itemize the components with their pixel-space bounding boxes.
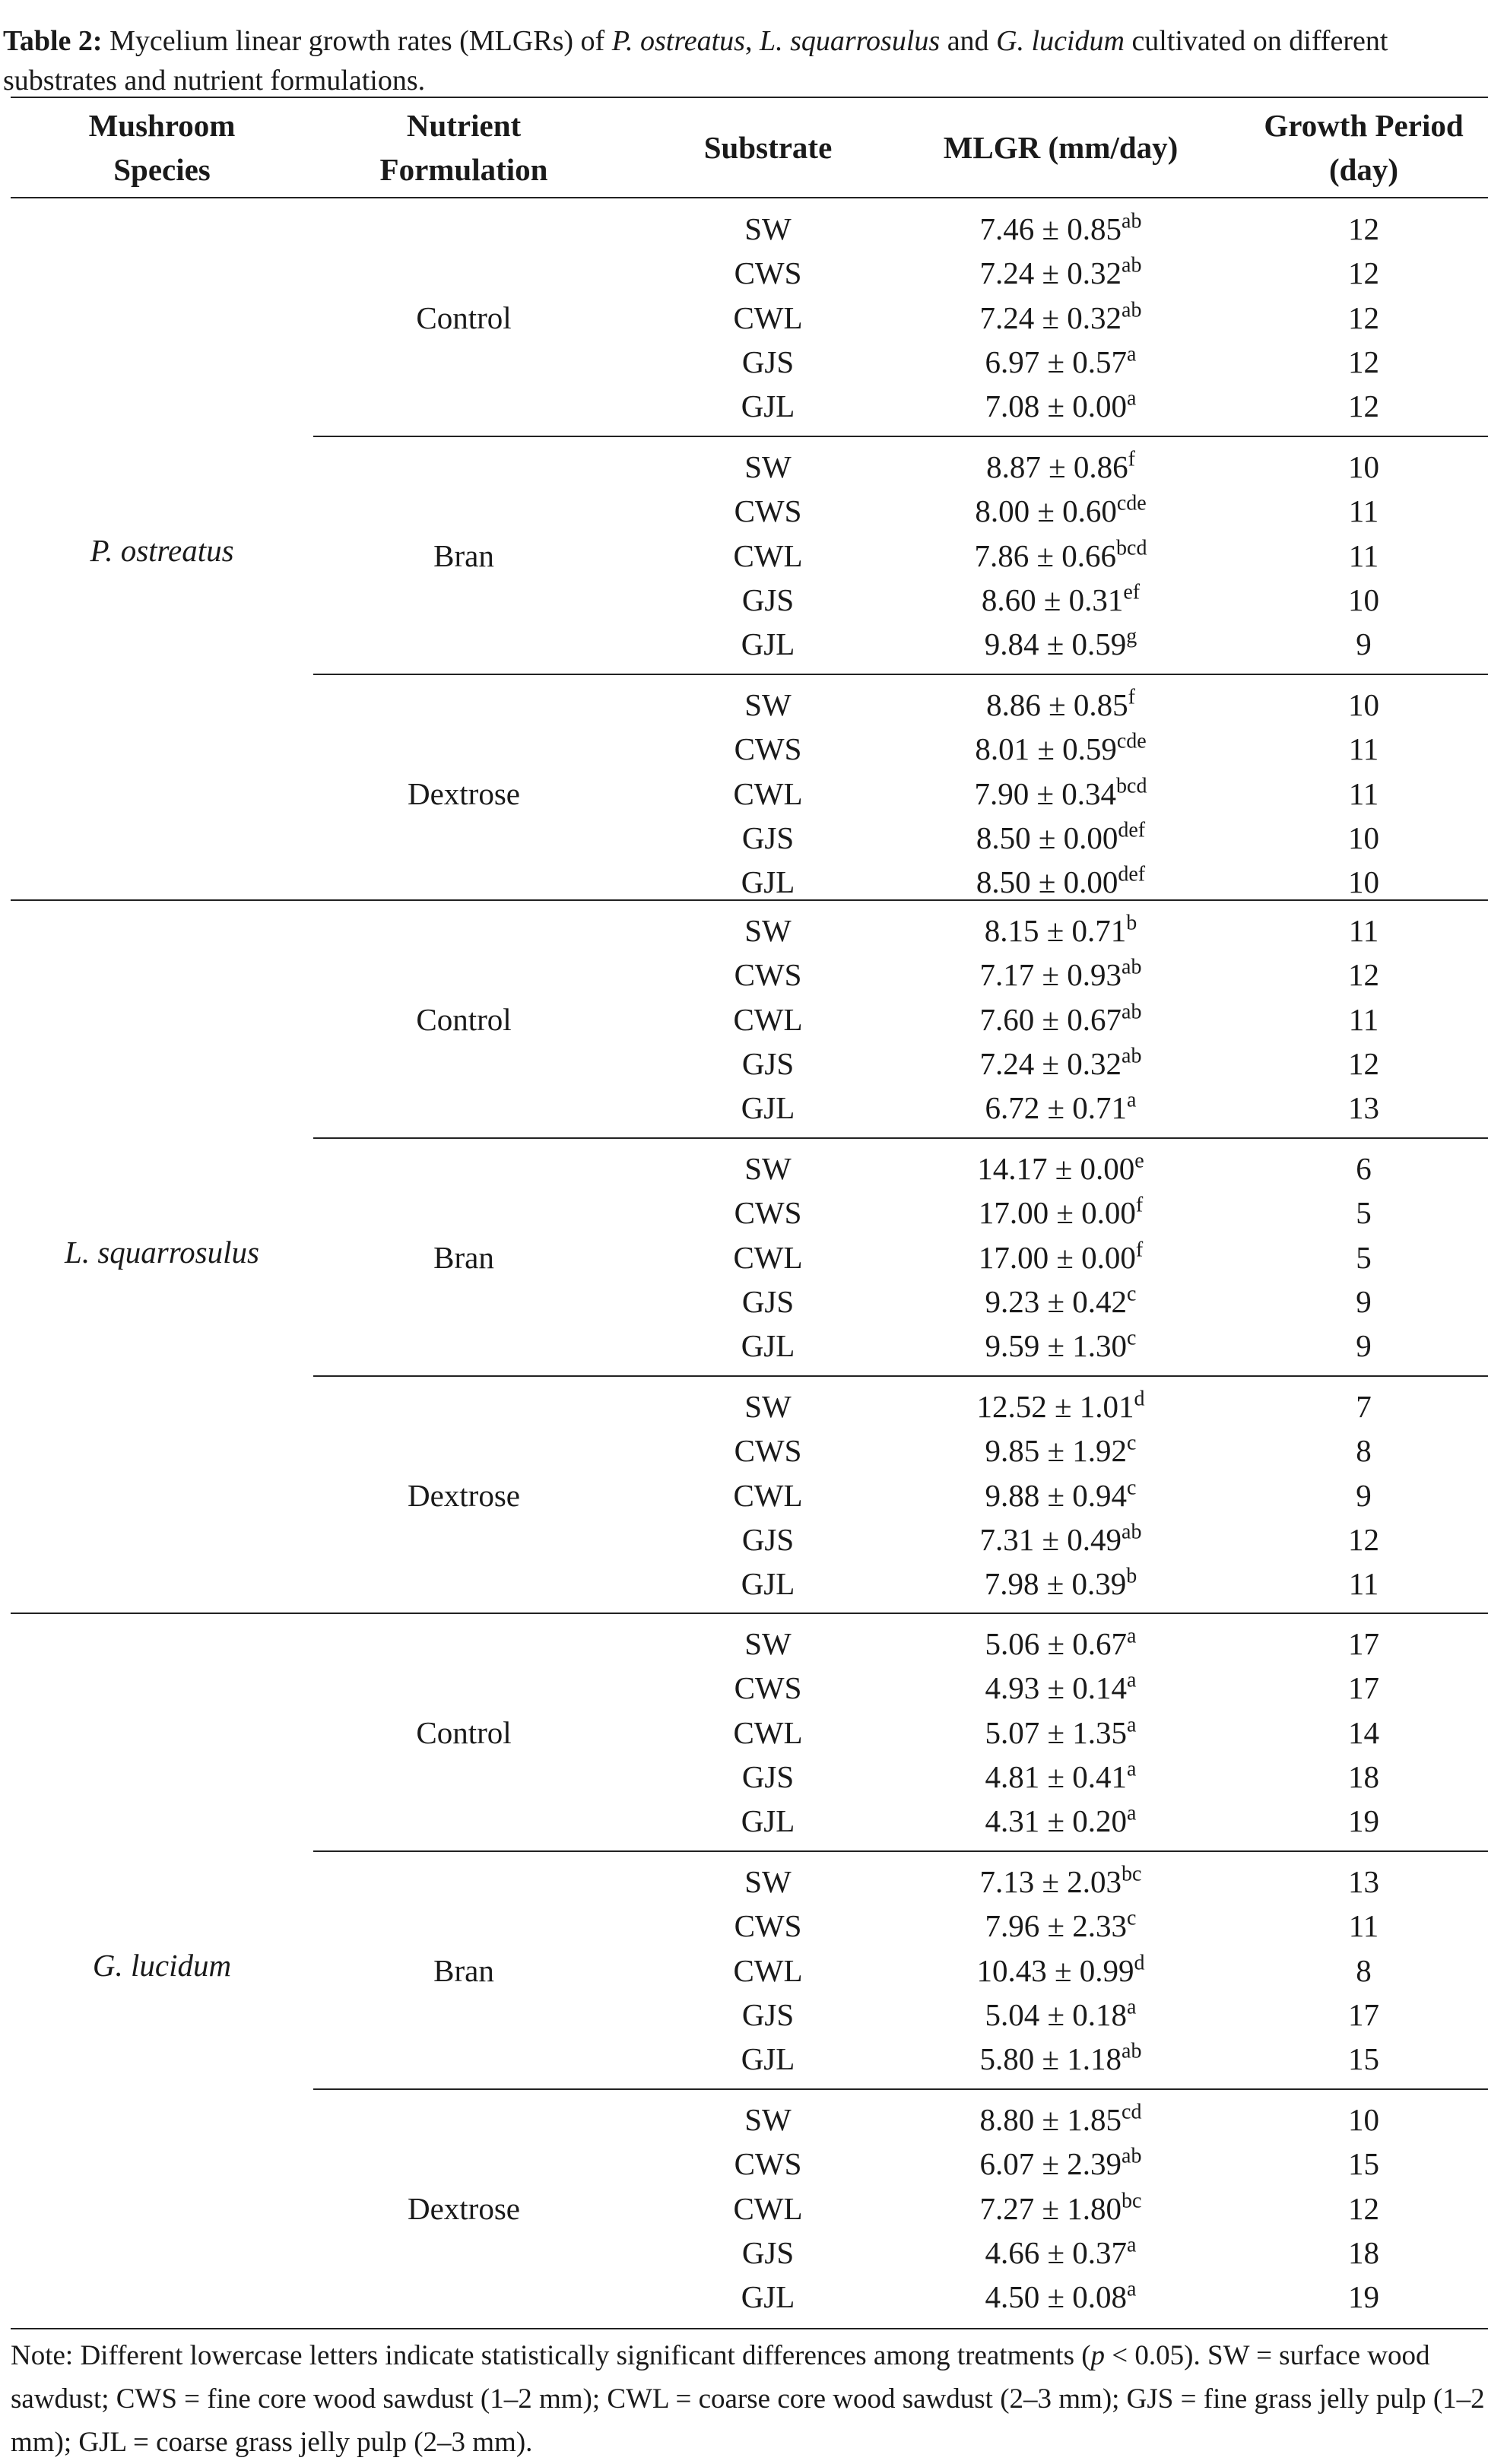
mlgr-cell xyxy=(882,816,1239,860)
mlgr-cell xyxy=(882,2275,1239,2319)
mlgr-cell xyxy=(882,1086,1239,1130)
mlgr-value: 8.50 ± 0.00 xyxy=(976,864,1118,899)
significance-letters: c xyxy=(1127,1326,1137,1350)
substrate-cell: CWL xyxy=(733,776,803,811)
significance-letters: f xyxy=(1135,1193,1144,1217)
mlgr-value: 6.97 ± 0.57 xyxy=(985,344,1128,379)
significance-letters: bc xyxy=(1122,2189,1142,2213)
substrate-cell: CWS xyxy=(734,957,802,992)
significance-letters: ab xyxy=(1122,209,1142,233)
caption-fragment: L. squarrosulus xyxy=(759,25,941,57)
significance-letters: ab xyxy=(1122,1044,1142,1068)
growth-period-cell: 10 xyxy=(1348,449,1379,484)
header-species xyxy=(11,99,313,196)
mlgr-cell xyxy=(882,296,1239,340)
mlgr-cell xyxy=(882,1042,1239,1086)
mlgr-cell xyxy=(882,1993,1239,2037)
growth-period-cell: 17 xyxy=(1348,1670,1379,1705)
top-rule xyxy=(11,97,1488,98)
substrate-cell: CWS xyxy=(734,1433,802,1468)
header-period-line2: (day) xyxy=(1328,152,1399,187)
mlgr-value: 17.00 ± 0.00 xyxy=(978,1195,1136,1230)
substrate-cell: CWL xyxy=(733,1715,803,1750)
caption-fragment: Mycelium linear growth rates (MLGRs) of xyxy=(109,25,612,57)
mlgr-value: 8.00 ± 0.60 xyxy=(975,493,1117,528)
formulation-label: Dextrose xyxy=(407,775,520,811)
growth-period-cell: 5 xyxy=(1356,1195,1372,1230)
mlgr-value: 7.46 ± 0.85 xyxy=(979,211,1122,246)
growth-period-cell: 9 xyxy=(1356,1478,1372,1513)
header-substrate xyxy=(654,99,882,196)
significance-letters: c xyxy=(1127,1431,1137,1455)
growth-period-cell: 12 xyxy=(1348,388,1379,423)
substrate-cell: GJL xyxy=(741,864,795,899)
header-mlgr xyxy=(882,99,1239,196)
mlgr-value: 4.93 ± 0.14 xyxy=(985,1670,1128,1705)
formulation-label: Dextrose xyxy=(407,1477,520,1513)
mlgr-value: 8.01 ± 0.59 xyxy=(975,731,1117,766)
significance-letters: ab xyxy=(1122,1520,1142,1544)
substrate-cell: SW xyxy=(744,687,792,722)
substrate-cell: CWS xyxy=(734,1195,802,1230)
significance-letters: ab xyxy=(1122,253,1142,277)
significance-letters: a xyxy=(1127,386,1137,411)
substrate-cell: CWL xyxy=(733,1240,803,1275)
substrate-cell: CWS xyxy=(734,493,802,528)
significance-letters: a xyxy=(1127,2233,1137,2257)
mlgr-cell xyxy=(882,683,1239,727)
header-formulation-line2: Formulation xyxy=(379,152,548,187)
caption-fragment: P. ostreatus xyxy=(611,25,745,57)
table-note xyxy=(11,2334,1488,2464)
mlgr-cell xyxy=(882,1799,1239,1843)
significance-letters: ab xyxy=(1122,2144,1142,2168)
mlgr-value: 8.87 ± 0.86 xyxy=(986,449,1128,484)
caption-label: Table 2: xyxy=(3,25,103,57)
mlgr-value: 9.88 ± 0.94 xyxy=(985,1478,1128,1513)
substrate-cell: CWL xyxy=(733,300,803,335)
formulation-label: Bran xyxy=(433,1239,494,1275)
growth-period-cell: 11 xyxy=(1348,1566,1379,1601)
formulation-label: Control xyxy=(416,1001,512,1037)
mlgr-value: 7.90 ± 0.34 xyxy=(974,776,1117,811)
caption-fragment: G. lucidum xyxy=(996,25,1125,57)
mlgr-cell xyxy=(882,578,1239,622)
significance-letters: bcd xyxy=(1116,536,1147,560)
table-caption xyxy=(3,21,1482,100)
mlgr-cell xyxy=(882,251,1239,295)
mlgr-value: 9.59 ± 1.30 xyxy=(985,1328,1128,1363)
significance-letters: a xyxy=(1127,1713,1137,1737)
significance-letters: bc xyxy=(1122,1862,1142,1886)
growth-period-cell: 15 xyxy=(1348,2146,1379,2181)
mlgr-value: 4.66 ± 0.37 xyxy=(985,2235,1128,2270)
substrate-cell: CWL xyxy=(733,538,803,573)
growth-period-cell: 12 xyxy=(1348,300,1379,335)
substrate-cell: SW xyxy=(744,1626,792,1661)
mlgr-value: 7.31 ± 0.49 xyxy=(979,1522,1122,1557)
mlgr-value: 7.27 ± 1.80 xyxy=(979,2191,1122,2226)
growth-period-cell: 12 xyxy=(1348,957,1379,992)
substrate-cell: GJS xyxy=(741,344,795,379)
formulation-label: Bran xyxy=(433,1952,494,1988)
mlgr-cell xyxy=(882,1280,1239,1324)
mlgr-value: 5.80 ± 1.18 xyxy=(979,2041,1122,2076)
growth-period-cell: 8 xyxy=(1356,1953,1372,1988)
growth-period-cell: 12 xyxy=(1348,2191,1379,2226)
substrate-cell: CWS xyxy=(734,255,802,290)
mlgr-cell xyxy=(882,1429,1239,1473)
significance-letters: a xyxy=(1127,342,1137,366)
substrate-cell: SW xyxy=(744,1864,792,1899)
mlgr-value: 9.84 ± 0.59 xyxy=(984,626,1127,661)
substrate-cell: GJL xyxy=(741,2041,795,2076)
significance-letters: g xyxy=(1126,624,1137,649)
substrate-cell: CWL xyxy=(733,1002,803,1037)
mlgr-cell xyxy=(882,534,1239,578)
growth-period-cell: 10 xyxy=(1348,864,1379,899)
header-period-line1: Growth Period xyxy=(1264,108,1464,143)
significance-letters: ab xyxy=(1122,955,1142,979)
growth-period-cell: 10 xyxy=(1348,2102,1379,2137)
substrate-cell: GJL xyxy=(741,2279,795,2314)
growth-period-cell: 9 xyxy=(1356,626,1372,661)
substrate-cell: GJS xyxy=(741,1046,795,1081)
significance-letters: def xyxy=(1118,862,1146,886)
growth-period-cell: 17 xyxy=(1348,1997,1379,2032)
substrate-cell: CWL xyxy=(733,1953,803,1988)
mlgr-cell xyxy=(882,1473,1239,1517)
significance-letters: cde xyxy=(1116,729,1147,753)
substrate-cell: SW xyxy=(744,913,792,948)
mlgr-value: 8.60 ± 0.31 xyxy=(981,582,1124,617)
caption-fragment: , xyxy=(744,25,760,57)
mlgr-cell xyxy=(882,727,1239,771)
mlgr-value: 10.43 ± 0.99 xyxy=(976,1953,1134,1988)
significance-letters: c xyxy=(1127,1476,1137,1500)
header-substrate-label: Substrate xyxy=(703,130,833,165)
significance-letters: bcd xyxy=(1116,774,1147,798)
significance-letters: b xyxy=(1126,1564,1137,1588)
growth-period-cell: 10 xyxy=(1348,820,1379,855)
significance-letters: d xyxy=(1134,1951,1145,1975)
significance-letters: b xyxy=(1126,911,1137,935)
note-fragment: p xyxy=(1090,2340,1106,2371)
significance-letters: def xyxy=(1118,818,1146,842)
header-rule xyxy=(11,197,1488,198)
header-species-line1: Mushroom xyxy=(88,108,236,143)
mlgr-value: 5.06 ± 0.67 xyxy=(985,1626,1128,1661)
header-formulation xyxy=(313,99,614,196)
substrate-cell: GJL xyxy=(741,1803,795,1838)
mlgr-value: 12.52 ± 1.01 xyxy=(976,1389,1134,1424)
mlgr-value: 4.31 ± 0.20 xyxy=(985,1803,1128,1838)
growth-period-cell: 11 xyxy=(1348,493,1379,528)
mlgr-cell xyxy=(882,2142,1239,2186)
mlgr-value: 7.17 ± 0.93 xyxy=(979,957,1122,992)
growth-period-cell: 13 xyxy=(1348,1864,1379,1899)
mlgr-value: 7.24 ± 0.32 xyxy=(979,1046,1122,1081)
mlgr-cell xyxy=(882,772,1239,816)
substrate-cell: GJL xyxy=(741,1090,795,1125)
substrate-cell: GJS xyxy=(741,1997,795,2032)
caption-fragment: and xyxy=(940,25,997,57)
significance-letters: cde xyxy=(1116,491,1147,515)
substrate-cell: SW xyxy=(744,1389,792,1424)
substrate-cell: CWS xyxy=(734,1908,802,1943)
significance-letters: e xyxy=(1134,1149,1144,1173)
significance-letters: ab xyxy=(1122,298,1142,322)
significance-letters: a xyxy=(1127,2277,1137,2301)
growth-period-cell: 12 xyxy=(1348,211,1379,246)
substrate-cell: GJS xyxy=(741,820,795,855)
substrate-cell: SW xyxy=(744,211,792,246)
mlgr-value: 7.13 ± 2.03 xyxy=(979,1864,1122,1899)
formulation-label: Control xyxy=(416,300,512,335)
mlgr-cell xyxy=(882,1324,1239,1368)
growth-period-cell: 19 xyxy=(1348,1803,1379,1838)
significance-letters: c xyxy=(1127,1282,1137,1306)
substrate-cell: CWS xyxy=(734,2146,802,2181)
mlgr-cell xyxy=(882,1146,1239,1191)
significance-letters: a xyxy=(1127,1995,1137,2019)
species-label: G. lucidum xyxy=(92,1947,232,1983)
substrate-cell: GJL xyxy=(741,388,795,423)
significance-letters: a xyxy=(1127,1624,1137,1648)
growth-period-cell: 19 xyxy=(1348,2279,1379,2314)
growth-period-cell: 11 xyxy=(1348,1908,1379,1943)
mlgr-cell xyxy=(882,1860,1239,1904)
growth-period-cell: 12 xyxy=(1348,344,1379,379)
growth-period-cell: 11 xyxy=(1348,776,1379,811)
significance-letters: cd xyxy=(1122,2100,1142,2124)
species-label: L. squarrosulus xyxy=(65,1234,259,1270)
substrate-cell: CWS xyxy=(734,731,802,766)
growth-period-cell: 9 xyxy=(1356,1328,1372,1363)
substrate-cell: SW xyxy=(744,449,792,484)
substrate-cell: CWS xyxy=(734,1670,802,1705)
formulation-divider xyxy=(313,674,1488,675)
substrate-cell: CWL xyxy=(733,1478,803,1513)
significance-letters: d xyxy=(1134,1387,1145,1411)
formulation-label: Dextrose xyxy=(407,2190,520,2226)
formulation-divider xyxy=(313,1850,1488,1852)
mlgr-value: 6.07 ± 2.39 xyxy=(979,2146,1122,2181)
growth-period-cell: 9 xyxy=(1356,1284,1372,1319)
mlgr-cell xyxy=(882,1755,1239,1799)
mlgr-cell xyxy=(882,1384,1239,1429)
significance-letters: f xyxy=(1128,447,1135,471)
mlgr-value: 7.96 ± 2.33 xyxy=(985,1908,1128,1943)
formulation-divider xyxy=(313,436,1488,437)
species-divider xyxy=(11,1613,1488,1614)
formulation-divider xyxy=(313,1375,1488,1377)
mlgr-cell xyxy=(882,207,1239,251)
mlgr-value: 14.17 ± 0.00 xyxy=(977,1151,1135,1186)
growth-period-cell: 10 xyxy=(1348,582,1379,617)
formulation-label: Control xyxy=(416,1714,512,1750)
mlgr-value: 17.00 ± 0.00 xyxy=(978,1240,1136,1275)
growth-period-cell: 18 xyxy=(1348,1759,1379,1794)
mlgr-cell xyxy=(882,997,1239,1042)
note-fragment: < 0.05). SW = surface wood sawdust; CWS = fine core wood sawdust (1–2 mm); CWL = coarse core wood sawdust (2–3 mm); GJS = fine grass jelly pulp (1–2 mm); GJL = coarse grass jelly pulp (2–3 mm). xyxy=(11,2340,1485,2458)
mlgr-cell xyxy=(882,622,1239,666)
mlgr-cell xyxy=(882,384,1239,428)
mlgr-cell xyxy=(882,1517,1239,1562)
mlgr-cell xyxy=(882,1949,1239,1993)
caption-text xyxy=(3,25,1388,97)
growth-period-cell: 11 xyxy=(1348,538,1379,573)
mlgr-value: 4.81 ± 0.41 xyxy=(985,1759,1128,1794)
formulation-divider xyxy=(313,1137,1488,1139)
mlgr-cell xyxy=(882,909,1239,953)
mlgr-value: 7.86 ± 0.66 xyxy=(974,538,1117,573)
mlgr-cell xyxy=(882,2098,1239,2142)
substrate-cell: GJS xyxy=(741,1522,795,1557)
substrate-cell: GJS xyxy=(741,1284,795,1319)
growth-period-cell: 12 xyxy=(1348,1522,1379,1557)
mlgr-value: 7.60 ± 0.67 xyxy=(979,1002,1122,1037)
mlgr-cell xyxy=(882,2037,1239,2081)
mlgr-value: 5.04 ± 0.18 xyxy=(985,1997,1128,2032)
bottom-rule xyxy=(11,2328,1488,2329)
mlgr-value: 8.15 ± 0.71 xyxy=(984,913,1127,948)
growth-period-cell: 6 xyxy=(1356,1151,1372,1186)
growth-period-cell: 8 xyxy=(1356,1433,1372,1468)
formulation-label: Bran xyxy=(433,538,494,573)
header-formulation-line1: Nutrient xyxy=(406,108,522,143)
caption-fragment: cultivated on different substrates and nutrient formulations. xyxy=(3,25,1388,97)
mlgr-cell xyxy=(882,1711,1239,1755)
significance-letters: ef xyxy=(1123,580,1141,604)
substrate-cell: GJS xyxy=(741,582,795,617)
mlgr-cell xyxy=(882,340,1239,384)
mlgr-value: 7.08 ± 0.00 xyxy=(985,388,1128,423)
growth-period-cell: 7 xyxy=(1356,1389,1372,1424)
header-mlgr-label: MLGR (mm/day) xyxy=(943,130,1179,165)
mlgr-value: 7.24 ± 0.32 xyxy=(979,255,1122,290)
growth-period-cell: 12 xyxy=(1348,255,1379,290)
mlgr-value: 4.50 ± 0.08 xyxy=(985,2279,1128,2314)
mlgr-cell xyxy=(882,1235,1239,1280)
substrate-cell: GJL xyxy=(741,626,795,661)
growth-period-cell: 15 xyxy=(1348,2041,1379,2076)
mlgr-cell xyxy=(882,1666,1239,1710)
substrate-cell: GJS xyxy=(741,2235,795,2270)
growth-period-cell: 10 xyxy=(1348,687,1379,722)
growth-period-cell: 11 xyxy=(1348,1002,1379,1037)
mlgr-value: 7.24 ± 0.32 xyxy=(979,300,1122,335)
growth-period-cell: 18 xyxy=(1348,2235,1379,2270)
mlgr-value: 7.98 ± 0.39 xyxy=(984,1566,1127,1601)
note-fragment: Note: Different lowercase letters indicate statistically significant differences among treatments ( xyxy=(11,2340,1091,2371)
significance-letters: a xyxy=(1127,1668,1137,1692)
mlgr-value: 9.23 ± 0.42 xyxy=(985,1284,1128,1319)
mlgr-value: 8.50 ± 0.00 xyxy=(976,820,1118,855)
mlgr-value: 6.72 ± 0.71 xyxy=(985,1090,1128,1125)
mlgr-value: 5.07 ± 1.35 xyxy=(985,1715,1128,1750)
mlgr-cell xyxy=(882,1904,1239,1948)
significance-letters: a xyxy=(1127,1801,1137,1825)
mlgr-cell xyxy=(882,953,1239,997)
mlgr-cell xyxy=(882,1562,1239,1606)
mlgr-cell xyxy=(882,2231,1239,2275)
significance-letters: f xyxy=(1128,685,1135,709)
substrate-cell: GJS xyxy=(741,1759,795,1794)
significance-letters: ab xyxy=(1122,1000,1142,1024)
mlgr-cell xyxy=(882,2187,1239,2231)
species-label: P. ostreatus xyxy=(90,532,234,568)
growth-period-cell: 14 xyxy=(1348,1715,1379,1750)
growth-period-cell: 11 xyxy=(1348,731,1379,766)
substrate-cell: SW xyxy=(744,1151,792,1186)
mlgr-cell xyxy=(882,445,1239,489)
header-growth-period xyxy=(1239,99,1488,196)
mlgr-value: 8.86 ± 0.85 xyxy=(986,687,1128,722)
mlgr-cell xyxy=(882,1622,1239,1666)
growth-period-cell: 13 xyxy=(1348,1090,1379,1125)
substrate-cell: CWL xyxy=(733,2191,803,2226)
species-divider xyxy=(11,899,1488,901)
mlgr-value: 8.80 ± 1.85 xyxy=(979,2102,1122,2137)
growth-period-cell: 12 xyxy=(1348,1046,1379,1081)
substrate-cell: GJL xyxy=(741,1566,795,1601)
header-species-line2: Species xyxy=(113,152,211,187)
formulation-divider xyxy=(313,2088,1488,2090)
mlgr-cell xyxy=(882,489,1239,533)
significance-letters: f xyxy=(1135,1238,1144,1262)
substrate-cell: GJL xyxy=(741,1328,795,1363)
significance-letters: c xyxy=(1127,1906,1137,1930)
growth-period-cell: 11 xyxy=(1348,913,1379,948)
mlgr-value: 9.85 ± 1.92 xyxy=(985,1433,1128,1468)
significance-letters: a xyxy=(1127,1088,1137,1112)
significance-letters: ab xyxy=(1122,2039,1142,2063)
growth-period-cell: 5 xyxy=(1356,1240,1372,1275)
significance-letters: a xyxy=(1127,1757,1137,1781)
substrate-cell: SW xyxy=(744,2102,792,2137)
mlgr-cell xyxy=(882,1191,1239,1235)
growth-period-cell: 17 xyxy=(1348,1626,1379,1661)
mlgr-cell xyxy=(882,860,1239,904)
